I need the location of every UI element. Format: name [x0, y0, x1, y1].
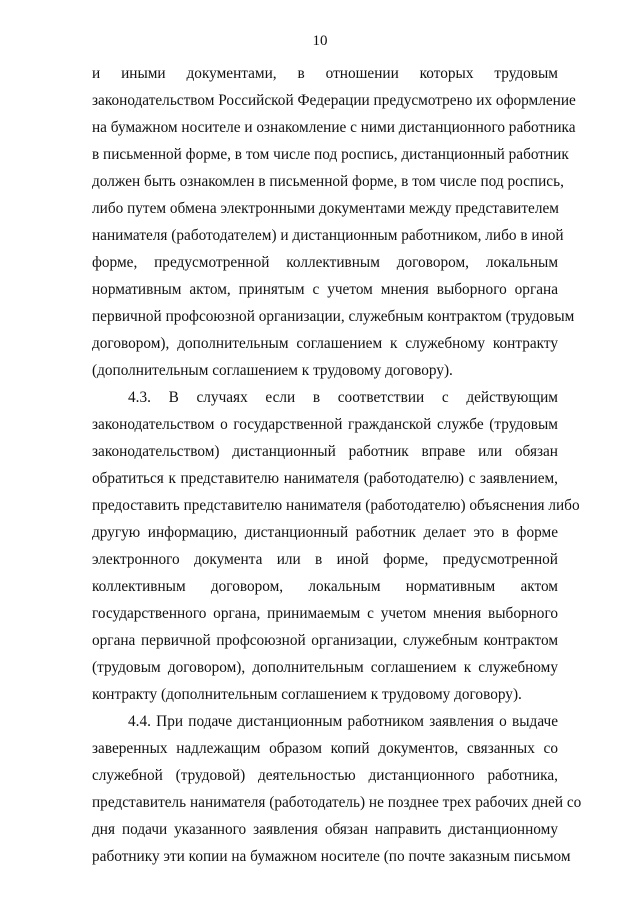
text-line: предоставить представителю нанимателя (работодателю) объяснения либо	[92, 497, 580, 514]
text-line: представитель нанимателя (работодатель) не позднее трех рабочих дней со	[92, 794, 582, 811]
text-line: органа первичной профсоюзной организации, служебным контрактом	[92, 632, 558, 649]
text-line: другую информацию, дистанционный работник делает это в форме	[92, 524, 558, 541]
text-line-paragraph-end: (дополнительным соглашением к трудовому договору).	[92, 362, 453, 379]
text-line: должен быть ознакомлен в письменной форме, в том числе под роспись,	[92, 173, 564, 190]
text-line: договором), дополнительным соглашением к служебному контракту	[92, 335, 558, 352]
text-line: форме, предусмотренной коллективным договором, локальным	[92, 254, 558, 271]
text-line: первичной профсоюзной организации, служебным контрактом (трудовым	[92, 308, 575, 325]
text-line: законодательством) дистанционный работник вправе или обязан	[92, 443, 558, 460]
text-line: дня подачи указанного заявления обязан направить дистанционному	[92, 821, 558, 838]
text-line: нанимателя (работодателем) и дистанционным работником, либо в иной	[92, 227, 564, 244]
text-line: и иными документами, в отношении которых трудовым	[92, 65, 558, 82]
text-line: обратиться к представителю нанимателя (работодателю) с заявлением,	[92, 470, 558, 487]
paragraph-4-3-first-line: 4.3. В случаях если в соответствии с действующим	[128, 389, 558, 406]
text-line: коллективным договором, локальным нормативным актом	[92, 578, 558, 595]
text-line: законодательством Российской Федерации предусмотрено их оформление	[92, 92, 576, 109]
text-line: нормативным актом, принятым с учетом мнения выборного органа	[92, 281, 558, 298]
text-line: электронного документа или в иной форме, предусмотренной	[92, 551, 558, 568]
paragraph-4-4-first-line: 4.4. При подаче дистанционным работником заявления о выдаче	[128, 713, 558, 730]
text-line: государственного органа, принимаемым с учетом мнения выборного	[92, 605, 558, 622]
text-line: работнику эти копии на бумажном носителе (по почте заказным письмом	[92, 848, 571, 865]
page-number: 10	[312, 33, 328, 49]
text-line: либо путем обмена электронными документами между представителем	[92, 200, 559, 217]
text-line: (трудовым договором), дополнительным соглашением к служебному	[92, 659, 558, 676]
text-line: законодательством о государственной гражданской службе (трудовым	[92, 416, 558, 433]
text-line: на бумажном носителе и ознакомление с ними дистанционного работника	[92, 119, 576, 136]
text-line-paragraph-end: контракту (дополнительным соглашением к трудовому договору).	[92, 686, 522, 703]
text-line: заверенных надлежащим образом копий документов, связанных со	[92, 740, 558, 757]
text-line: в письменной форме, в том числе под роспись, дистанционный работник	[92, 146, 569, 163]
text-line: служебной (трудовой) деятельностью дистанционного работника,	[92, 767, 558, 784]
